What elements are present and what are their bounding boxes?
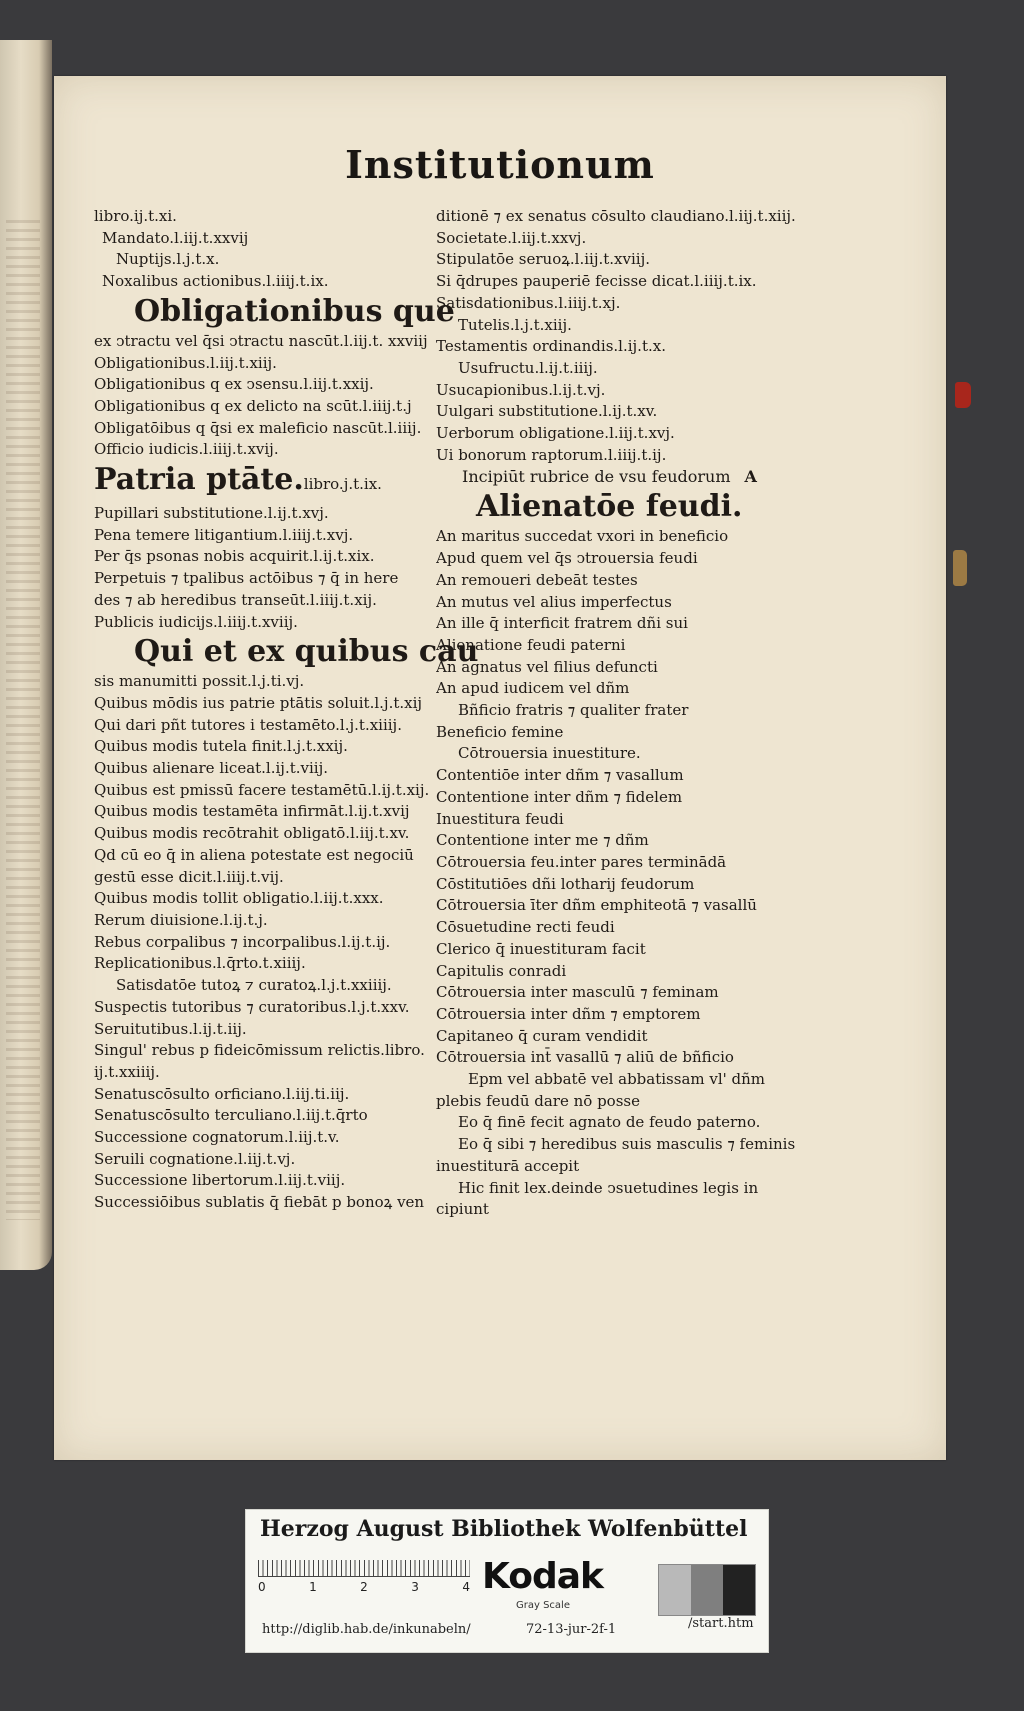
text-line <box>94 271 474 293</box>
ruler-number: 1 <box>309 1580 317 1594</box>
text-line <box>436 678 846 700</box>
gray-swatch <box>659 1565 691 1615</box>
line-text: Senatuscōsulto orficiano.l.iij.ti.iij. <box>94 1084 350 1103</box>
line-text: inuestiturā accepit <box>436 1156 580 1175</box>
text-line <box>436 700 846 722</box>
text-line <box>94 249 474 271</box>
text-line <box>436 743 846 765</box>
line-text: Cōtrouersia int̄ vasallū ⁊ aliū de bñficio <box>436 1048 734 1067</box>
line-text: An maritus succedat vxori in beneficio <box>436 527 729 546</box>
text-line <box>436 315 846 337</box>
library-url: http://diglib.hab.de/inkunabeln/ <box>262 1622 471 1637</box>
text-line <box>436 1134 846 1156</box>
line-text: Cōstitutiōes dñi lotharij feudorum <box>436 874 695 893</box>
text-line <box>94 1040 474 1062</box>
line-text: Alienatōe feudi. <box>476 489 743 525</box>
line-text: An apud iudicem vel dñm <box>436 679 630 698</box>
text-line <box>436 874 846 896</box>
line-text: Beneficio femine <box>436 722 564 741</box>
text-line <box>94 1062 474 1084</box>
text-line <box>436 1112 846 1134</box>
line-text: Obligationibus q ex ↄsensu.l.iij.t.xxij. <box>94 375 374 394</box>
line-text: An mutus vel alius imperfectus <box>436 592 672 611</box>
library-name: Herzog August Bibliothek Wolfenbüttel <box>260 1516 748 1542</box>
text-line <box>436 1091 846 1113</box>
line-text: Mandato.l.iij.t.xxvij <box>102 228 249 247</box>
section-heading <box>94 633 479 671</box>
line-text: Rerum diuisione.l.ij.t.j. <box>94 910 268 929</box>
ruler-number: 2 <box>360 1580 368 1594</box>
text-line <box>94 801 474 823</box>
line-text: Patria ptāte. <box>94 462 304 498</box>
text-line <box>94 845 474 867</box>
line-text: Capitaneo q̄ curam vendidit <box>436 1026 648 1045</box>
line-text: Satisdationibus.l.iiij.t.xj. <box>436 293 621 312</box>
text-line <box>94 1105 474 1127</box>
text-line <box>94 953 474 975</box>
line-text: Suspectis tutoribus ⁊ curatoribus.l.j.t.xxv. <box>94 997 410 1016</box>
section-letter: A <box>744 467 757 487</box>
line-text: Usucapionibus.l.ij.t.vj. <box>436 380 606 399</box>
line-text: Contentiōe inter dñm ⁊ vasallum <box>436 766 684 785</box>
line-text: Contentione inter dñm ⁊ fidelem <box>436 787 683 806</box>
text-line <box>94 590 474 612</box>
text-line <box>94 997 474 1019</box>
text-line <box>94 715 474 737</box>
line-text: Replicationibus.l.q̄rto.t.xiiij. <box>94 954 306 973</box>
line-text: Perpetuis ⁊ tpalibus actōibus ⁊ q̄ in here <box>94 569 399 588</box>
line-text: cipiunt <box>436 1200 489 1219</box>
line-text: Bñficio fratris ⁊ qualiter frater <box>458 701 689 720</box>
text-line <box>94 1170 474 1192</box>
text-line <box>94 1084 474 1106</box>
section-heading <box>94 293 474 331</box>
ruler-number: 4 <box>462 1580 470 1594</box>
line-text: Quibus mōdis ius patrie ptātis soluit.l.j.t.xij <box>94 693 423 712</box>
line-text: Ui bonorum raptorum.l.iiij.t.ij. <box>436 445 667 464</box>
text-line <box>94 525 474 547</box>
line-text: Inuestitura feudi <box>436 809 564 828</box>
line-text: Pupillari substitutione.l.ij.t.xvj. <box>94 504 329 523</box>
text-line <box>94 975 474 997</box>
text-line <box>436 765 846 787</box>
text-line <box>94 780 474 802</box>
adjacent-page-text-strip <box>6 220 40 1220</box>
line-text: Usufructu.l.ij.t.iiij. <box>458 358 598 377</box>
text-line <box>436 852 846 874</box>
line-text: Nuptijs.l.j.t.x. <box>116 250 220 269</box>
line-text: Contentione inter me ⁊ dñm <box>436 831 649 850</box>
text-line <box>94 568 474 590</box>
line-text: Quibus alienare liceat.l.ij.t.viij. <box>94 759 328 778</box>
line-text: Testamentis ordinandis.l.ij.t.x. <box>436 337 666 356</box>
line-text: Cōtrouersia īter dñm emphiteotā ⁊ vasallū <box>436 896 757 915</box>
line-text: gestū esse dicit.l.iiij.t.vij. <box>94 867 284 886</box>
text-line <box>436 570 846 592</box>
text-line <box>94 1192 474 1214</box>
line-text: Satisdatōe tutoꝝ ⁊ curatoꝝ.l.j.t.xxiiij. <box>116 976 392 995</box>
text-line <box>94 331 474 353</box>
tan-bookmark-tab <box>953 550 967 586</box>
text-line <box>436 895 846 917</box>
gray-scale-swatches <box>658 1564 756 1616</box>
text-line <box>94 206 474 228</box>
text-line <box>436 423 846 445</box>
line-text: Qui et ex quibus cau <box>134 634 479 670</box>
text-line <box>436 293 846 315</box>
start-link: /start.htm <box>688 1616 754 1631</box>
text-line <box>436 358 846 380</box>
text-line <box>94 546 474 568</box>
line-text: Pena temere litigantium.l.iiij.t.xvj. <box>94 525 354 544</box>
line-text: Seruili cognatione.l.iij.t.vj. <box>94 1149 296 1168</box>
line-text: Qd cū eo q̄ in aliena potestate est negociū <box>94 845 414 864</box>
text-line <box>94 353 474 375</box>
text-line <box>94 758 474 780</box>
line-text: Cōtrouersia inuestiture. <box>458 744 641 763</box>
line-text: Publicis iudicijs.l.iiij.t.xviij. <box>94 612 298 631</box>
text-line <box>94 418 474 440</box>
line-text: Quibus modis testamēta infirmāt.l.ij.t.xvij <box>94 802 410 821</box>
line-text: Successione libertorum.l.iij.t.viij. <box>94 1171 346 1190</box>
page-title: Institutionum <box>345 142 655 187</box>
right-text-column <box>436 206 846 1221</box>
line-text: Rebus corpalibus ⁊ incorpalibus.l.ij.t.ij. <box>94 932 391 951</box>
text-line <box>94 932 474 954</box>
line-text: ij.t.xxiiij. <box>94 1062 160 1081</box>
text-line <box>94 1019 474 1041</box>
ruler-number: 3 <box>411 1580 419 1594</box>
heading-reference: libro.j.t.ix. <box>303 475 382 494</box>
text-line <box>436 592 846 614</box>
line-text: Societate.l.iij.t.xxvj. <box>436 228 587 247</box>
section-heading <box>436 488 846 526</box>
incipit-line <box>436 466 846 488</box>
text-line <box>436 635 846 657</box>
line-text: Obligatōibus q q̄si ex maleficio nascūt.l.iiij. <box>94 418 422 437</box>
line-text: Quibus est pmissū facere testamētū.l.ij.t.xij. <box>94 780 430 799</box>
ruler-number: 0 <box>258 1580 266 1594</box>
text-line <box>94 374 474 396</box>
text-line <box>94 736 474 758</box>
line-text: ditionē ⁊ ex senatus cōsulto claudiano.l.iij.t.xiij. <box>436 207 796 225</box>
line-text: Tutelis.l.j.t.xiij. <box>458 315 572 334</box>
text-line <box>94 1149 474 1171</box>
line-text: An ille q̄ interficit fratrem dñi sui <box>436 614 688 633</box>
ruler-ticks <box>258 1560 470 1577</box>
line-text: Clerico q̄ inuestituram facit <box>436 939 646 958</box>
text-line <box>436 1069 846 1091</box>
text-line <box>94 612 474 634</box>
text-line <box>436 1004 846 1026</box>
manuscript-page <box>54 76 946 1460</box>
line-text: Cōsuetudine recti feudi <box>436 918 615 937</box>
text-line <box>436 401 846 423</box>
line-text: Officio iudicis.l.iiij.t.xvij. <box>94 440 279 459</box>
line-text: An remoueri debeāt testes <box>436 570 638 589</box>
line-text: Incipiūt rubrice de vsu feudorum <box>462 467 731 487</box>
text-line <box>436 722 846 744</box>
text-line <box>436 336 846 358</box>
text-line <box>436 249 846 271</box>
line-text: Eo q̄ finē fecit agnato de feudo paterno. <box>458 1113 761 1132</box>
line-text: An agnatus vel filius defuncti <box>436 657 658 676</box>
text-line <box>436 206 846 228</box>
text-line <box>436 228 846 250</box>
text-line <box>436 1199 846 1221</box>
line-text: des ⁊ ab heredibus transeūt.l.iiij.t.xij. <box>94 590 377 609</box>
line-text: Quibus modis tollit obligatio.l.iij.t.xxx. <box>94 889 384 908</box>
text-line <box>436 1026 846 1048</box>
line-text: ex ↄtractu vel q̄si ↄtractu nascūt.l.iij.t. xxviij <box>94 331 428 350</box>
text-line <box>436 1047 846 1069</box>
text-line <box>436 809 846 831</box>
ruler-numbers <box>258 1580 470 1596</box>
text-line <box>436 982 846 1004</box>
line-text: Singul' rebus p fideicōmissum relictis.libro. <box>94 1041 425 1060</box>
left-text-column <box>94 206 479 1214</box>
text-line <box>436 271 846 293</box>
text-line <box>94 439 474 461</box>
text-line <box>436 445 846 467</box>
line-text: Successiōibus sublatis q̄ fiebāt p bonoꝝ ven <box>94 1193 425 1212</box>
adjacent-page-edge <box>0 40 52 1270</box>
text-line <box>436 380 846 402</box>
measurement-ruler <box>258 1560 470 1600</box>
kodak-logo: Kodak <box>482 1556 603 1597</box>
line-text: Obligationibus.l.iij.t.xiij. <box>94 353 277 372</box>
line-text: Apud quem vel q̄s ↄtrouersia feudi <box>436 549 698 568</box>
line-text: Alienatione feudi paterni <box>436 635 626 654</box>
line-text: Hic finit lex.deinde ↄsuetudines legis in <box>458 1178 759 1197</box>
red-bookmark-tab <box>955 382 971 408</box>
line-text: Senatuscōsulto terculiano.l.iij.t.q̄rto <box>94 1106 368 1125</box>
text-line <box>436 1178 846 1200</box>
gray-swatch <box>723 1565 755 1615</box>
text-line <box>94 503 474 525</box>
text-line <box>436 917 846 939</box>
line-text: Seruitutibus.l.ij.t.iij. <box>94 1019 247 1038</box>
gray-scale-label: Gray Scale <box>516 1600 570 1611</box>
text-line <box>436 787 846 809</box>
line-text: Stipulatōe seruoꝝ.l.iij.t.xviij. <box>436 250 651 269</box>
line-text: Quibus modis tutela finit.l.j.t.xxij. <box>94 737 348 756</box>
text-line <box>94 888 474 910</box>
text-line <box>94 867 474 889</box>
section-heading <box>94 461 474 503</box>
line-text: Per q̄s psonas nobis acquirit.l.ij.t.xix. <box>94 547 375 566</box>
line-text: Uulgari substitutione.l.ij.t.xv. <box>436 402 658 421</box>
library-reference-card <box>245 1509 769 1653</box>
text-line <box>436 1156 846 1178</box>
line-text: Uerborum obligatione.l.iij.t.xvj. <box>436 424 675 443</box>
line-text: Noxalibus actionibus.l.iiij.t.ix. <box>102 272 329 291</box>
line-text: libro.ij.t.xi. <box>94 207 177 225</box>
line-text: sis manumitti possit.l.j.ti.vj. <box>94 672 305 691</box>
line-text: Obligationibus q ex delicto na scūt.l.iiij.t.j <box>94 396 412 415</box>
line-text: Cōtrouersia feu.inter pares terminādā <box>436 852 727 871</box>
text-line <box>436 657 846 679</box>
text-line <box>94 823 474 845</box>
line-text: Cōtrouersia inter dñm ⁊ emptorem <box>436 1004 701 1023</box>
text-line <box>436 613 846 635</box>
shelfmark: 72-13-jur-2f-1 <box>526 1622 617 1637</box>
line-text: Si q̄drupes pauperiē fecisse dicat.l.iiij.t.ix. <box>436 272 757 291</box>
text-line <box>436 939 846 961</box>
text-line <box>436 548 846 570</box>
line-text: Obligationibus que <box>134 293 455 329</box>
line-text: Successione cognatorum.l.iij.t.v. <box>94 1128 340 1147</box>
line-text: Eo q̄ sibi ⁊ heredibus suis masculis ⁊ feminis <box>458 1135 796 1154</box>
line-text: Capitulis conradi <box>436 961 567 980</box>
line-text: plebis feudū dare nō posse <box>436 1091 640 1110</box>
text-line <box>94 671 474 693</box>
gray-swatch <box>691 1565 723 1615</box>
text-line <box>436 961 846 983</box>
text-line <box>94 228 474 250</box>
text-line <box>436 830 846 852</box>
text-line <box>94 693 474 715</box>
line-text: Quibus modis recōtrahit obligatō.l.iij.t.xv. <box>94 824 410 843</box>
text-line <box>94 396 474 418</box>
line-text: Epm vel abbatē vel abbatissam vl' dñm <box>468 1070 766 1089</box>
line-text: Qui dari pñt tutores i testamēto.l.j.t.xiiij. <box>94 715 402 734</box>
line-text: Cōtrouersia inter masculū ⁊ feminam <box>436 983 719 1002</box>
text-line <box>436 526 846 548</box>
text-line <box>94 1127 474 1149</box>
text-line <box>94 910 474 932</box>
